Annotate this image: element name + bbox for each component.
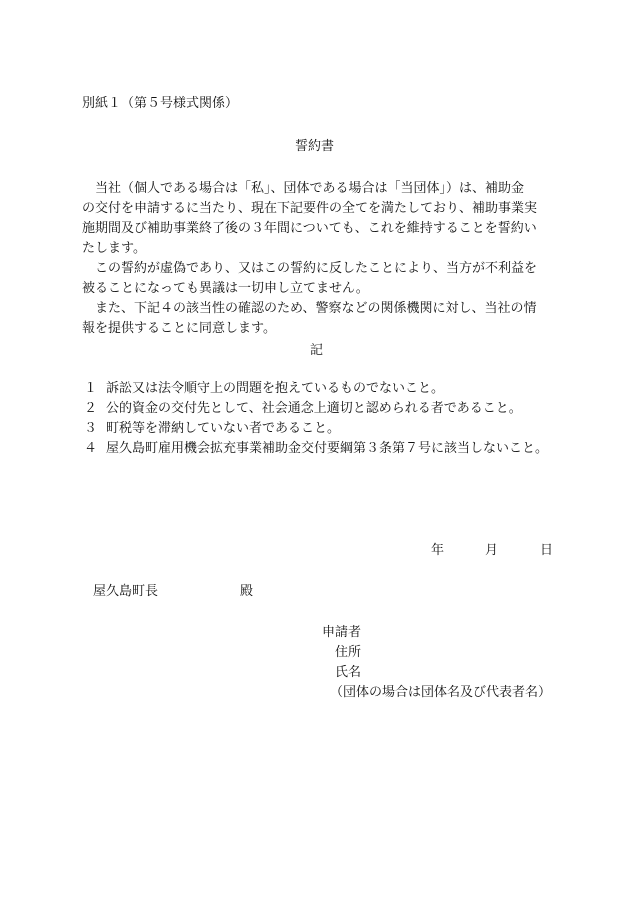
date-year-label: 年 (431, 543, 445, 558)
item-text: 訴訟又は法令順守上の問題を抱えているものでないこと。 (106, 381, 445, 396)
item-text: 屋久島町雇用機会拡充事業補助金交付要綱第３条第７号に該当しないこと。 (106, 441, 549, 456)
item-number: １ (84, 381, 98, 396)
applicant-name-label: 氏名 (335, 665, 362, 680)
paragraph-line: 当社（個人である場合は「私」、団体である場合は「当団体」）は、補助金 (82, 181, 525, 196)
applicant-note: （団体の場合は団体名及び代表者名） (330, 685, 552, 700)
paragraph-line: また、下記４の該当性の確認のため、警察などの関係機関に対し、当社の情 (82, 301, 537, 316)
item-number: ４ (84, 441, 98, 456)
date-day-label: 日 (540, 543, 554, 558)
applicant-label: 申請者 (322, 625, 362, 640)
paragraph-line: たします。 (82, 241, 146, 256)
item-text: 町税等を滞納していない者であること。 (106, 421, 341, 436)
item-number: ３ (84, 421, 98, 436)
paragraph-line: この誓約が虚偽であり、又はこの誓約に反したことにより、当方が不利益を (82, 261, 538, 276)
applicant-address-label: 住所 (335, 645, 362, 660)
paragraph-line: 報を提供することに同意します。 (82, 321, 276, 336)
attachment-label: 別紙１（第５号様式関係） (82, 96, 239, 111)
document-title: 誓約書 (295, 139, 335, 154)
ki-heading: 記 (310, 343, 324, 358)
item-number: ２ (84, 401, 98, 416)
addressee-name: 屋久島町長 (93, 584, 159, 599)
paragraph-line: 施期間及び補助事業終了後の３年間についても、これを維持することを誓約い (82, 221, 537, 236)
paragraph-line: 被ることになっても異議は一切申し立てません。 (82, 281, 369, 296)
date-month-label: 月 (485, 543, 499, 558)
addressee-honorific: 殿 (240, 584, 254, 599)
item-text: 公的資金の交付先として、社会通念上適切と認められる者であること。 (106, 401, 522, 416)
paragraph-line: の交付を申請するに当たり、現在下記要件の全てを満たしており、補助事業実 (82, 201, 538, 216)
